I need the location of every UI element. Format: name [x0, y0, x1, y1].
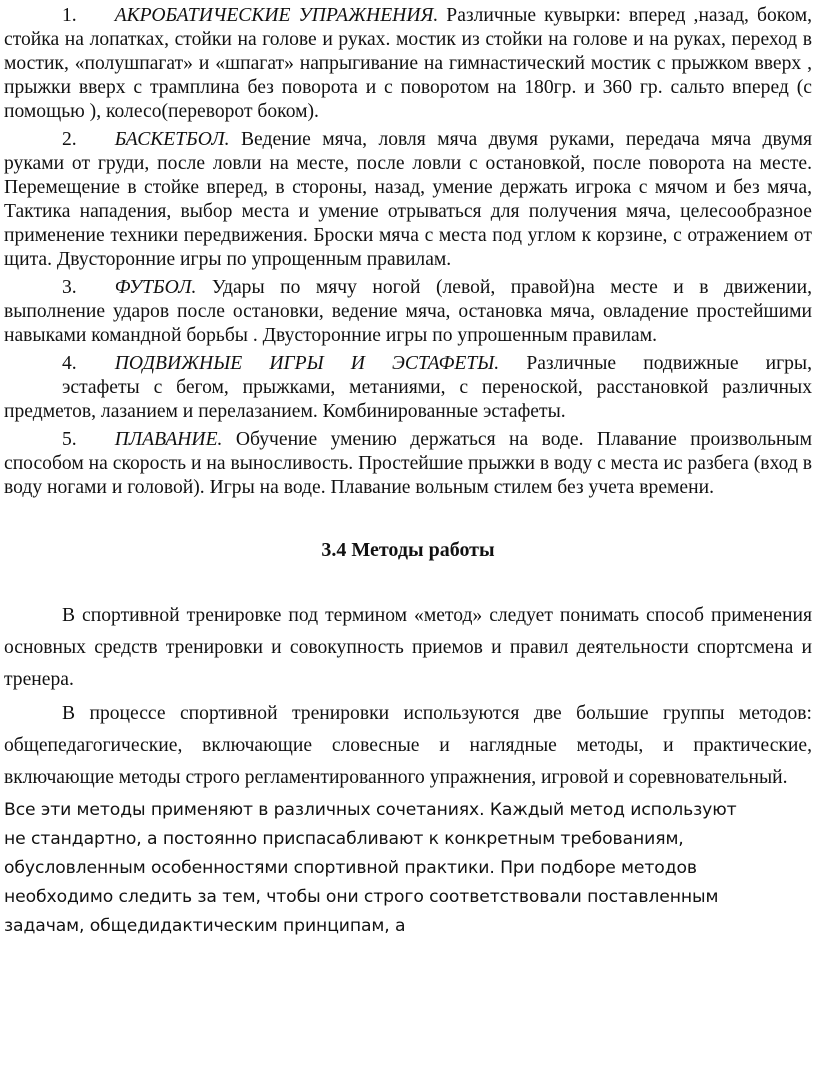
list-item-title: ФУТБОЛ. [114, 277, 197, 298]
list-item-title: ПОДВИЖНЫЕ ИГРЫ И ЭСТАФЕТЫ. [114, 353, 500, 374]
text-line: Все эти методы применяют в различных сочетаниях. Каждый метод используют [4, 800, 737, 820]
list-item-text: Ведение мяча, ловля мяча двумя руками, передача мяча двумя руками от груди, после ловли на месте, после ловли с остановкой, после поворота на месте. Перемещение в стойке вперед, в стороны, назад, умение держать игрока с мячом и без мяча, Тактика нападения, выбор места и умение отрываться для получения мяча, целесообразное применение техники передвижения. Броски мяча с места под углом к корзине, с отражением от щита. Двусторонние игры по упрощенным правилам. [4, 129, 813, 270]
list-item-basketball [4, 128, 812, 272]
list-item-number: 2. [62, 129, 77, 150]
list-item-number: 1. [62, 5, 77, 26]
list-item-text-line2: эстафеты с бегом, прыжками, метаниями, с переноской, расстановкой различных предметов, лазанием и перелазанием. Комбинированные эстафеты. [4, 377, 812, 422]
list-item-number: 3. [62, 277, 77, 298]
paragraph-method-groups: В процессе спортивной тренировки используются две большие группы методов: общепедагогические, включающие словесные и наглядные методы, и практические, включающие методы строго регламентированного упражнения, игровой и соревновательный. [4, 703, 812, 788]
paragraph-methods-usage [4, 796, 812, 941]
list-item-title: АКРОБАТИЧЕСКИЕ УПРАЖНЕНИЯ. [114, 5, 439, 26]
list-item-number: 5. [62, 429, 77, 450]
list-item-title: ПЛАВАНИЕ. [114, 429, 223, 450]
list-item-text: Обучение умению держаться на воде. Плавание произвольным способом на скорость и на выносливость. Простейшие прыжки в воду с места ис разбега (вход в воду ногами и головой). Игры на воде. Плавание вольным стилем без учета времени. [4, 429, 812, 498]
list-item-text: Удары по мячу ногой (левой, правой)на месте и в движении, выполнение ударов после остановки, ведение мяча, остановка мяча, овладение простейшими навыками командной борьбы . Двусторонние игры по упрошенным правилам. [4, 277, 812, 346]
list-item-acrobatics [4, 4, 812, 124]
text-line: задачам, общедидактическим принципам, а [4, 916, 406, 936]
text-line: не стандартно, а постоянно приспасабливают к конкретным требованиям, [4, 829, 684, 849]
list-item-football [4, 276, 812, 348]
list-item-games-relays [4, 352, 812, 424]
text-line: обусловленным особенностями спортивной практики. При подборе методов [4, 858, 697, 878]
paragraph-method-definition: В спортивной тренировке под термином «метод» следует понимать способ применения основных средств тренировки и совокупность приемов и правил деятельности спортсмена и тренера. [4, 605, 812, 690]
list-item-swimming [4, 428, 812, 500]
list-item-title: БАСКЕТБОЛ. [114, 129, 230, 150]
section-heading: 3.4 Методы работы [321, 539, 495, 561]
list-item-text-line1: Различные подвижные игры, [526, 353, 812, 374]
list-item-number: 4. [62, 353, 77, 374]
list-item-text: Различные кувырки: вперед ,назад, боком, стойка на лопатках, стойки на голове и руках. мостик из стойки на голове и на руках, переход в мостик, «полушпагат» и «шпагат» напрыгивание на гимнастический мостик с прыжком вверх , прыжки вверх с трамплина без поворота и с поворотом на 180гр. и 360 гр. сальто вперед (с помощью ), колесо(переворот боком). [4, 5, 812, 122]
text-line: необходимо следить за тем, чтобы они строго соответствовали поставленным [4, 887, 719, 907]
